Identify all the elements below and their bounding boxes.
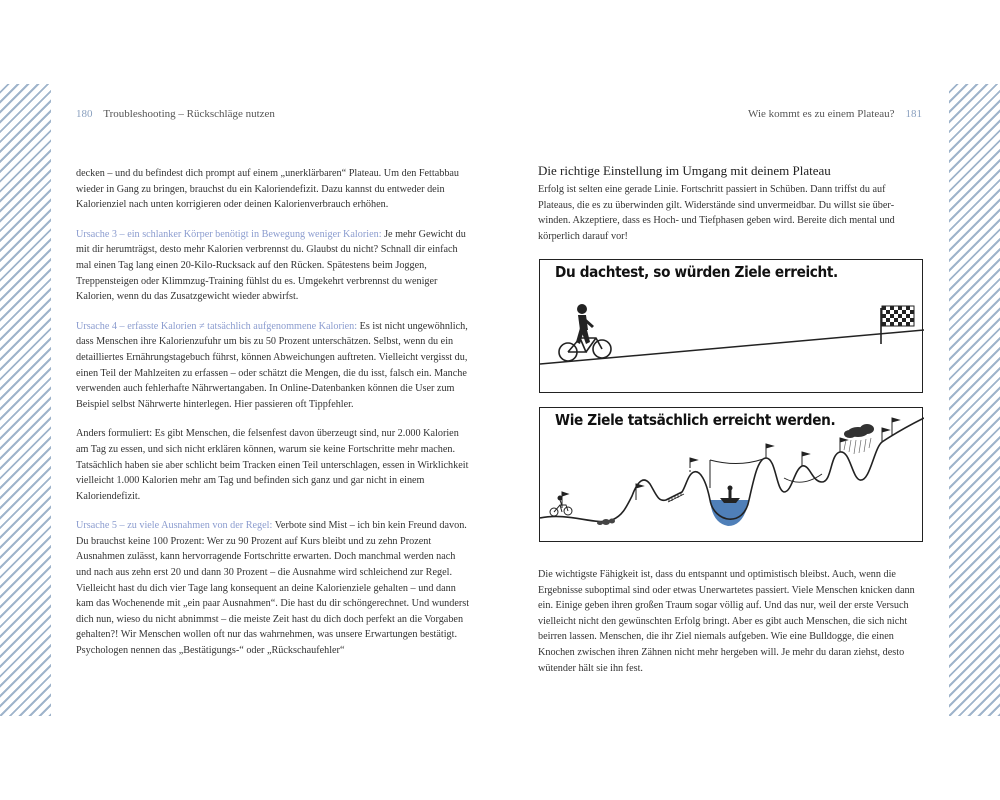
left-page-number: 180 <box>76 108 93 120</box>
paragraph: decken – und du befindest dich prompt auf einem „unerklärbaren“ Plateau. Um den Fettabbau wieder in Gang zu bringen, brauchst du ein Kaloriendefizit. Dazu kannst du entweder dein Kalorienziel nach unten korrigieren oder deinen Kalorienverbrauch erhöhen. <box>76 168 460 211</box>
left-page-body <box>76 166 470 673</box>
rocks-icon <box>597 519 615 526</box>
small-cyclist-icon <box>550 496 572 516</box>
illustration-reality <box>539 407 923 542</box>
illustration-expectation <box>539 259 923 393</box>
paragraph: Anders formuliert: Es gibt Menschen, die felsenfest davon überzeugt sind, nur 2.000 Kalorien am Tag zu essen, und sich nicht erklären können, warum sie keine Fortschritte mehr machen. Tatsächlich haben sie aber schlicht beim Tracken einen Teil unterschlagen, essen in Wirklichkeit vielleicht 1.000 Kalorien mehr am Tag und befinden sich ganz und gar nicht in einem Kaloriendefizit. <box>76 428 469 502</box>
right-running-head: Wie kommt es zu einem Plateau? <box>748 108 895 120</box>
hanging-bridge <box>784 474 822 482</box>
paragraph-ursache-4: Ursache 4 – erfasste Kalorien ≠ tatsächlich aufgenommene Kalorien: Es ist nicht ungewöhnlich, dass Menschen ihre Kalorienzufuhr um bis zu 50 Prozent unterschätzen. Selbst, wenn du ein detailliertes Ernährungstagebuch führst, können Abweichungen auftreten. Vielleicht vergisst du, einen Teil der Mahlzeiten zu erfassen – oder schätzt die Mengen, die du isst, falsch ein. Manche verwenden auch fehlerhafte Nährwertangaben. In Online-Datenbanken können die User zum Beispiel selbst Nährwerte hinterlegen. Hier passieren oft Tippfehler. <box>76 320 468 410</box>
cyclist-icon <box>559 338 611 361</box>
outro-paragraph: Die wichtigste Fähigkeit ist, dass du entspannt und optimistisch bleibst. Auch, wenn die Ergebnisse suboptimal sind oder etwas Unerwartetes passiert. Viele Menschen knicken dann ein. Einige geben ihren großen Traum sogar völlig auf. Und das nur, weil der erste Versuch vielleicht nicht den gewünschten Erfolg bringt. Aber es gibt auch Menschen, die sich nicht beirren lassen. Menschen, die ihr Ziel niemals aufgeben. Wie eine Bulldogge, die einen Knochen zwischen ihren Zähnen nicht mehr hergeben will. Je mehr du daran ziehst, desto wütender hält sie ihn fest. <box>538 569 915 674</box>
paragraph-ursache-5: Ursache 5 – zu viele Ausnahmen von der Regel: Verbote sind Mist – ich bin kein Freund davon. Du brauchst keine 100 Prozent: Wer zu 90 Prozent auf Kurs bleibt und zu zehn Prozent Ausnahmen zulässt, kann hervorragende Fortschritte erwarten. Doch manchmal werden nach und nach aus zehn erst 20 und dann 30 Prozent – die Ausnahme wird schleichend zur Regel. Vielleicht hast du dich vier Tage lang konsequent an deine Kalorienziele gehalten – und dann kam das Wochenende mit „ein paar Ausnahmen“. Die hast du dir schöngerechnet. Und wunderst dich nun, wieso du nicht abnimmst – die meiste Zeit hast du dich doch perfekt an die Vorgaben gehalten?! Wir Menschen wollen oft nur das wahrnehmen, was unsere Erwartungen bestätigt. Psychologen nennen das „Bestätigungs-“ oder „Rückschaufehler“ <box>76 520 470 657</box>
left-running-head: Troubleshooting – Rückschläge nutzen <box>103 108 275 120</box>
left-page-header <box>76 108 275 120</box>
paragraph-lead: Ursache 5 – zu viele Ausnahmen von der Regel: <box>76 520 273 532</box>
expectation-drawing <box>540 260 924 394</box>
panel-title-reality: Wie Ziele tatsächlich erreicht werden. <box>555 411 836 429</box>
right-page-header <box>748 108 922 120</box>
decorative-stripes-right <box>949 84 1000 716</box>
rope-line <box>710 458 766 464</box>
paragraph-lead: Ursache 4 – erfasste Kalorien ≠ tatsächlich aufgenommene Kalorien: <box>76 320 358 332</box>
paragraph-ursache-3: Ursache 3 – ein schlanker Körper benötigt in Bewegung weniger Kalorien: Je mehr Gewicht du mit dir herumträgst, desto mehr Kalorien verbrennst du. Glaubst du nicht? Schnall dir einfach mal einen Tag lang einen 20-Kilo-Rucksack auf den Rücken. Spätestens beim Joggen, Treppensteigen oder Klimmzug-Training fühlst du es. Umgekehrt verbrennst du weniger Kalorien, wenn du das Zusatzgewicht wieder abwirfst. <box>76 228 466 303</box>
boat-icon <box>720 486 740 504</box>
decorative-stripes-left <box>0 84 51 716</box>
reality-drawing <box>540 408 924 543</box>
rain-cloud-icon <box>844 424 874 454</box>
paragraph-lead: Ursache 3 – ein schlanker Körper benötigt in Bewegung weniger Kalorien: <box>76 228 382 240</box>
panel-title-expectation: Du dachtest, so würden Ziele erreicht. <box>555 263 838 281</box>
finish-flag-icon <box>881 306 914 344</box>
section-title: Die richtige Einstellung im Umgang mit deinem Plateau <box>538 163 831 178</box>
right-page-number: 181 <box>905 108 922 120</box>
intro-paragraph: Erfolg ist selten eine gerade Linie. Fortschritt passiert in Schüben. Dann triffst du auf Plateaus, die es zu überwinden gilt. Widerstände sind unvermeidbar. Du willst sie überwinden. Akzeptiere, dass es Hoch- und Tiefphasen geben wird. Bereite dich mental und körperlich darauf vor! <box>538 184 895 242</box>
